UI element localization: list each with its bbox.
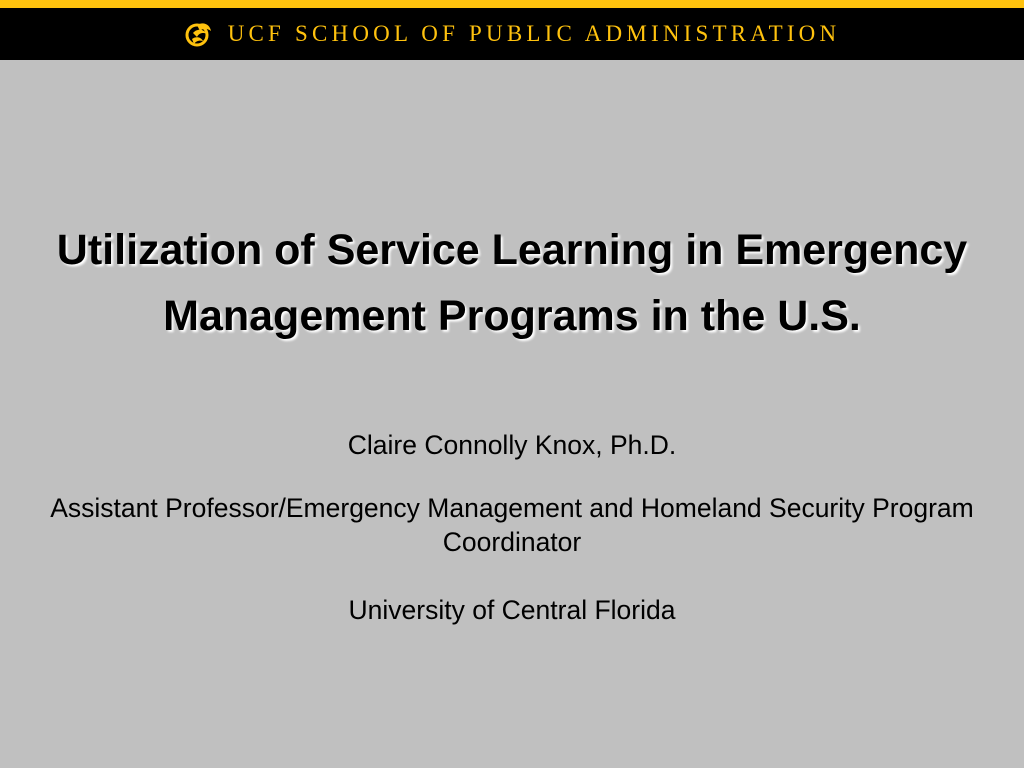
header-title: UCF SCHOOL OF PUBLIC ADMINISTRATION [227,21,841,46]
ucf-pegasus-icon [184,19,214,49]
slide-title: Utilization of Service Learning in Emergency Management Programs in the U.S. [56,226,968,340]
gold-accent-stripe [0,0,1024,8]
header-bar [0,8,1024,60]
author-role: Assistant Professor/Emergency Management and Homeland Security Program Coordinator [50,493,974,557]
author-name: Claire Connolly Knox, Ph.D. [347,430,677,460]
university-name: University of Central Florida [348,595,676,625]
